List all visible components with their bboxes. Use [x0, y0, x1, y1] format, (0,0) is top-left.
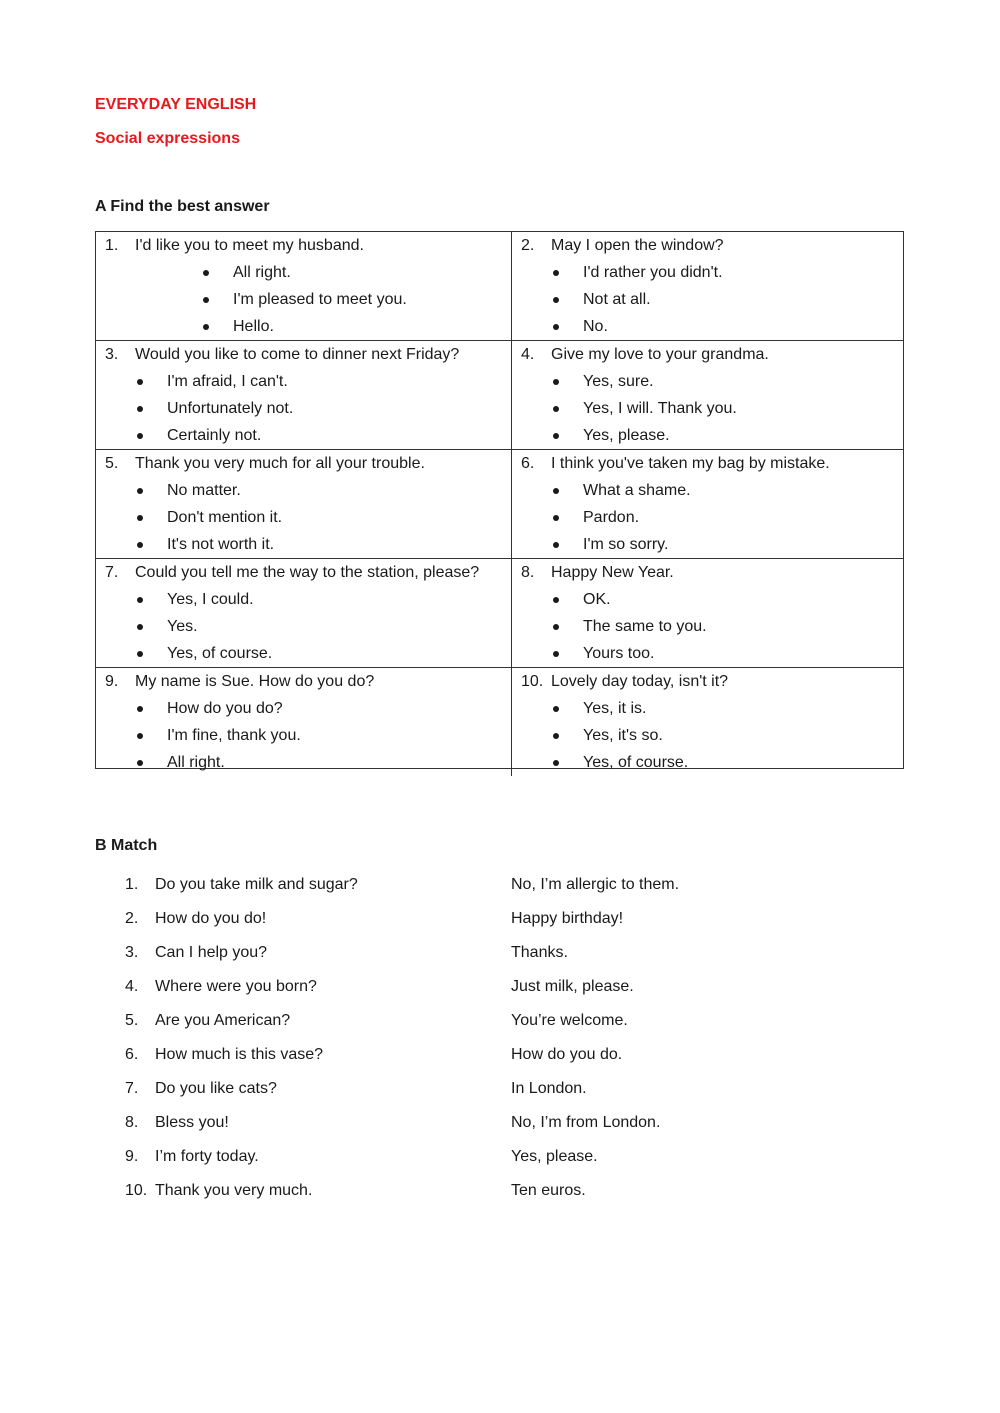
bullet-icon — [553, 597, 559, 603]
item-number: 7. — [125, 1080, 139, 1097]
answer-option: OK. — [512, 586, 903, 613]
question-text: Could you tell me the way to the station, please? — [135, 563, 480, 581]
match-question: Where were you born? — [155, 978, 317, 995]
answer-option: I'm so sorry. — [512, 531, 903, 558]
match-answer: No, I’m allergic to them. — [511, 876, 680, 893]
match-answer: Yes, please. — [511, 1148, 598, 1165]
answer-option: I'd rather you didn't. — [512, 259, 903, 286]
bullet-icon — [553, 515, 559, 521]
match-answer: Thanks. — [511, 944, 568, 961]
item-number: 4. — [125, 978, 139, 995]
answer-option: Yes, please. — [512, 422, 903, 449]
match-question: How do you do! — [155, 910, 267, 927]
answer-option: Yes. — [96, 613, 511, 640]
bullet-icon — [553, 760, 559, 766]
match-question: Do you like cats? — [155, 1080, 277, 1097]
list-item — [95, 1106, 904, 1140]
page-subtitle: Social expressions — [95, 130, 240, 147]
bullet-icon — [553, 651, 559, 657]
bullet-icon — [137, 706, 143, 712]
item-number: 1. — [125, 876, 139, 893]
list-item — [95, 1174, 904, 1208]
answer-option: What a shame. — [512, 477, 903, 504]
answer-option: How do you do? — [96, 695, 511, 722]
list-item — [95, 1038, 904, 1072]
question-number: 9. — [105, 672, 119, 690]
question-cell — [96, 232, 512, 341]
bullet-icon — [553, 324, 559, 330]
answer-option: All right. — [96, 259, 511, 286]
answer-option: I'm pleased to meet you. — [96, 286, 511, 313]
item-number: 2. — [125, 910, 139, 927]
list-item — [95, 1072, 904, 1106]
list-item — [95, 1140, 904, 1174]
bullet-icon — [553, 406, 559, 412]
bullet-icon — [137, 597, 143, 603]
answer-option: All right. — [96, 749, 511, 776]
item-number: 6. — [125, 1046, 139, 1063]
question-cell — [512, 341, 903, 450]
question-cell — [512, 232, 903, 341]
list-item — [95, 936, 904, 970]
question-number: 5. — [105, 454, 119, 472]
answer-option: Pardon. — [512, 504, 903, 531]
match-question: Can I help you? — [155, 944, 268, 961]
match-answer: You’re welcome. — [511, 1012, 628, 1029]
page-title: EVERYDAY ENGLISH — [95, 96, 257, 113]
bullet-icon — [203, 270, 209, 276]
question-text: Give my love to your grandma. — [551, 345, 769, 363]
answer-option: Yours too. — [512, 640, 903, 667]
question-number: 7. — [105, 563, 119, 581]
answer-option: I'm fine, thank you. — [96, 722, 511, 749]
bullet-icon — [137, 488, 143, 494]
section-a-table — [95, 231, 904, 769]
question-cell — [96, 559, 512, 668]
answer-option: Yes, of course. — [96, 640, 511, 667]
match-answer: Happy birthday! — [511, 910, 624, 927]
match-question: Thank you very much. — [155, 1182, 313, 1199]
bullet-icon — [137, 515, 143, 521]
bullet-icon — [137, 760, 143, 766]
section-b-heading: B Match — [95, 837, 158, 854]
bullet-icon — [553, 733, 559, 739]
answer-option: Yes, I will. Thank you. — [512, 395, 903, 422]
question-text: May I open the window? — [551, 236, 724, 254]
bullet-icon — [137, 542, 143, 548]
question-number: 3. — [105, 345, 119, 363]
list-item — [95, 868, 904, 902]
match-question: I’m forty today. — [155, 1148, 259, 1165]
question-number: 2. — [521, 236, 535, 254]
question-number: 10. — [521, 672, 544, 690]
answer-option: I'm afraid, I can't. — [96, 368, 511, 395]
bullet-icon — [553, 379, 559, 385]
bullet-icon — [553, 624, 559, 630]
item-number: 5. — [125, 1012, 139, 1029]
bullet-icon — [137, 379, 143, 385]
answer-option: The same to you. — [512, 613, 903, 640]
match-question: Bless you! — [155, 1114, 229, 1131]
question-cell — [512, 668, 903, 776]
match-question: Do you take milk and sugar? — [155, 876, 358, 893]
bullet-icon — [553, 297, 559, 303]
question-number: 4. — [521, 345, 535, 363]
bullet-icon — [553, 542, 559, 548]
list-item — [95, 970, 904, 1004]
bullet-icon — [137, 624, 143, 630]
item-number: 8. — [125, 1114, 139, 1131]
answer-option: Yes, I could. — [96, 586, 511, 613]
answer-option: Certainly not. — [96, 422, 511, 449]
question-number: 8. — [521, 563, 535, 581]
item-number: 10. — [125, 1182, 148, 1199]
list-item — [95, 902, 904, 936]
match-answer: In London. — [511, 1080, 587, 1097]
question-text: Happy New Year. — [551, 563, 674, 581]
question-text: Thank you very much for all your trouble. — [135, 454, 425, 472]
answer-option: Unfortunately not. — [96, 395, 511, 422]
answer-option: Don't mention it. — [96, 504, 511, 531]
section-a-heading: A Find the best answer — [95, 198, 270, 215]
bullet-icon — [137, 433, 143, 439]
section-b-match-list — [95, 868, 904, 1208]
answer-option: Not at all. — [512, 286, 903, 313]
match-answer: Just milk, please. — [511, 978, 634, 995]
question-cell — [96, 668, 512, 776]
list-item — [95, 1004, 904, 1038]
question-cell — [96, 341, 512, 450]
answer-option: No matter. — [96, 477, 511, 504]
answer-option: Yes, of course. — [512, 749, 903, 776]
match-answer: How do you do. — [511, 1046, 623, 1063]
question-text: I'd like you to meet my husband. — [135, 236, 364, 254]
bullet-icon — [137, 733, 143, 739]
question-text: Would you like to come to dinner next Friday? — [135, 345, 460, 363]
question-cell — [512, 450, 903, 559]
answer-option: Yes, sure. — [512, 368, 903, 395]
item-number: 3. — [125, 944, 139, 961]
answer-option: Yes, it is. — [512, 695, 903, 722]
bullet-icon — [553, 706, 559, 712]
answer-option: It's not worth it. — [96, 531, 511, 558]
item-number: 9. — [125, 1148, 139, 1165]
bullet-icon — [137, 651, 143, 657]
bullet-icon — [203, 297, 209, 303]
match-question: Are you American? — [155, 1012, 291, 1029]
bullet-icon — [137, 406, 143, 412]
question-cell — [96, 450, 512, 559]
bullet-icon — [553, 270, 559, 276]
match-question: How much is this vase? — [155, 1046, 324, 1063]
match-answer: No, I’m from London. — [511, 1114, 661, 1131]
match-answer: Ten euros. — [511, 1182, 586, 1199]
question-cell — [512, 559, 903, 668]
bullet-icon — [203, 324, 209, 330]
question-text: Lovely day today, isn't it? — [551, 672, 729, 690]
answer-option: Yes, it's so. — [512, 722, 903, 749]
question-number: 6. — [521, 454, 535, 472]
question-text: My name is Sue. How do you do? — [135, 672, 375, 690]
answer-option: No. — [512, 313, 903, 340]
question-number: 1. — [105, 236, 119, 254]
bullet-icon — [553, 433, 559, 439]
answer-option: Hello. — [96, 313, 511, 340]
question-text: I think you've taken my bag by mistake. — [551, 454, 830, 472]
bullet-icon — [553, 488, 559, 494]
